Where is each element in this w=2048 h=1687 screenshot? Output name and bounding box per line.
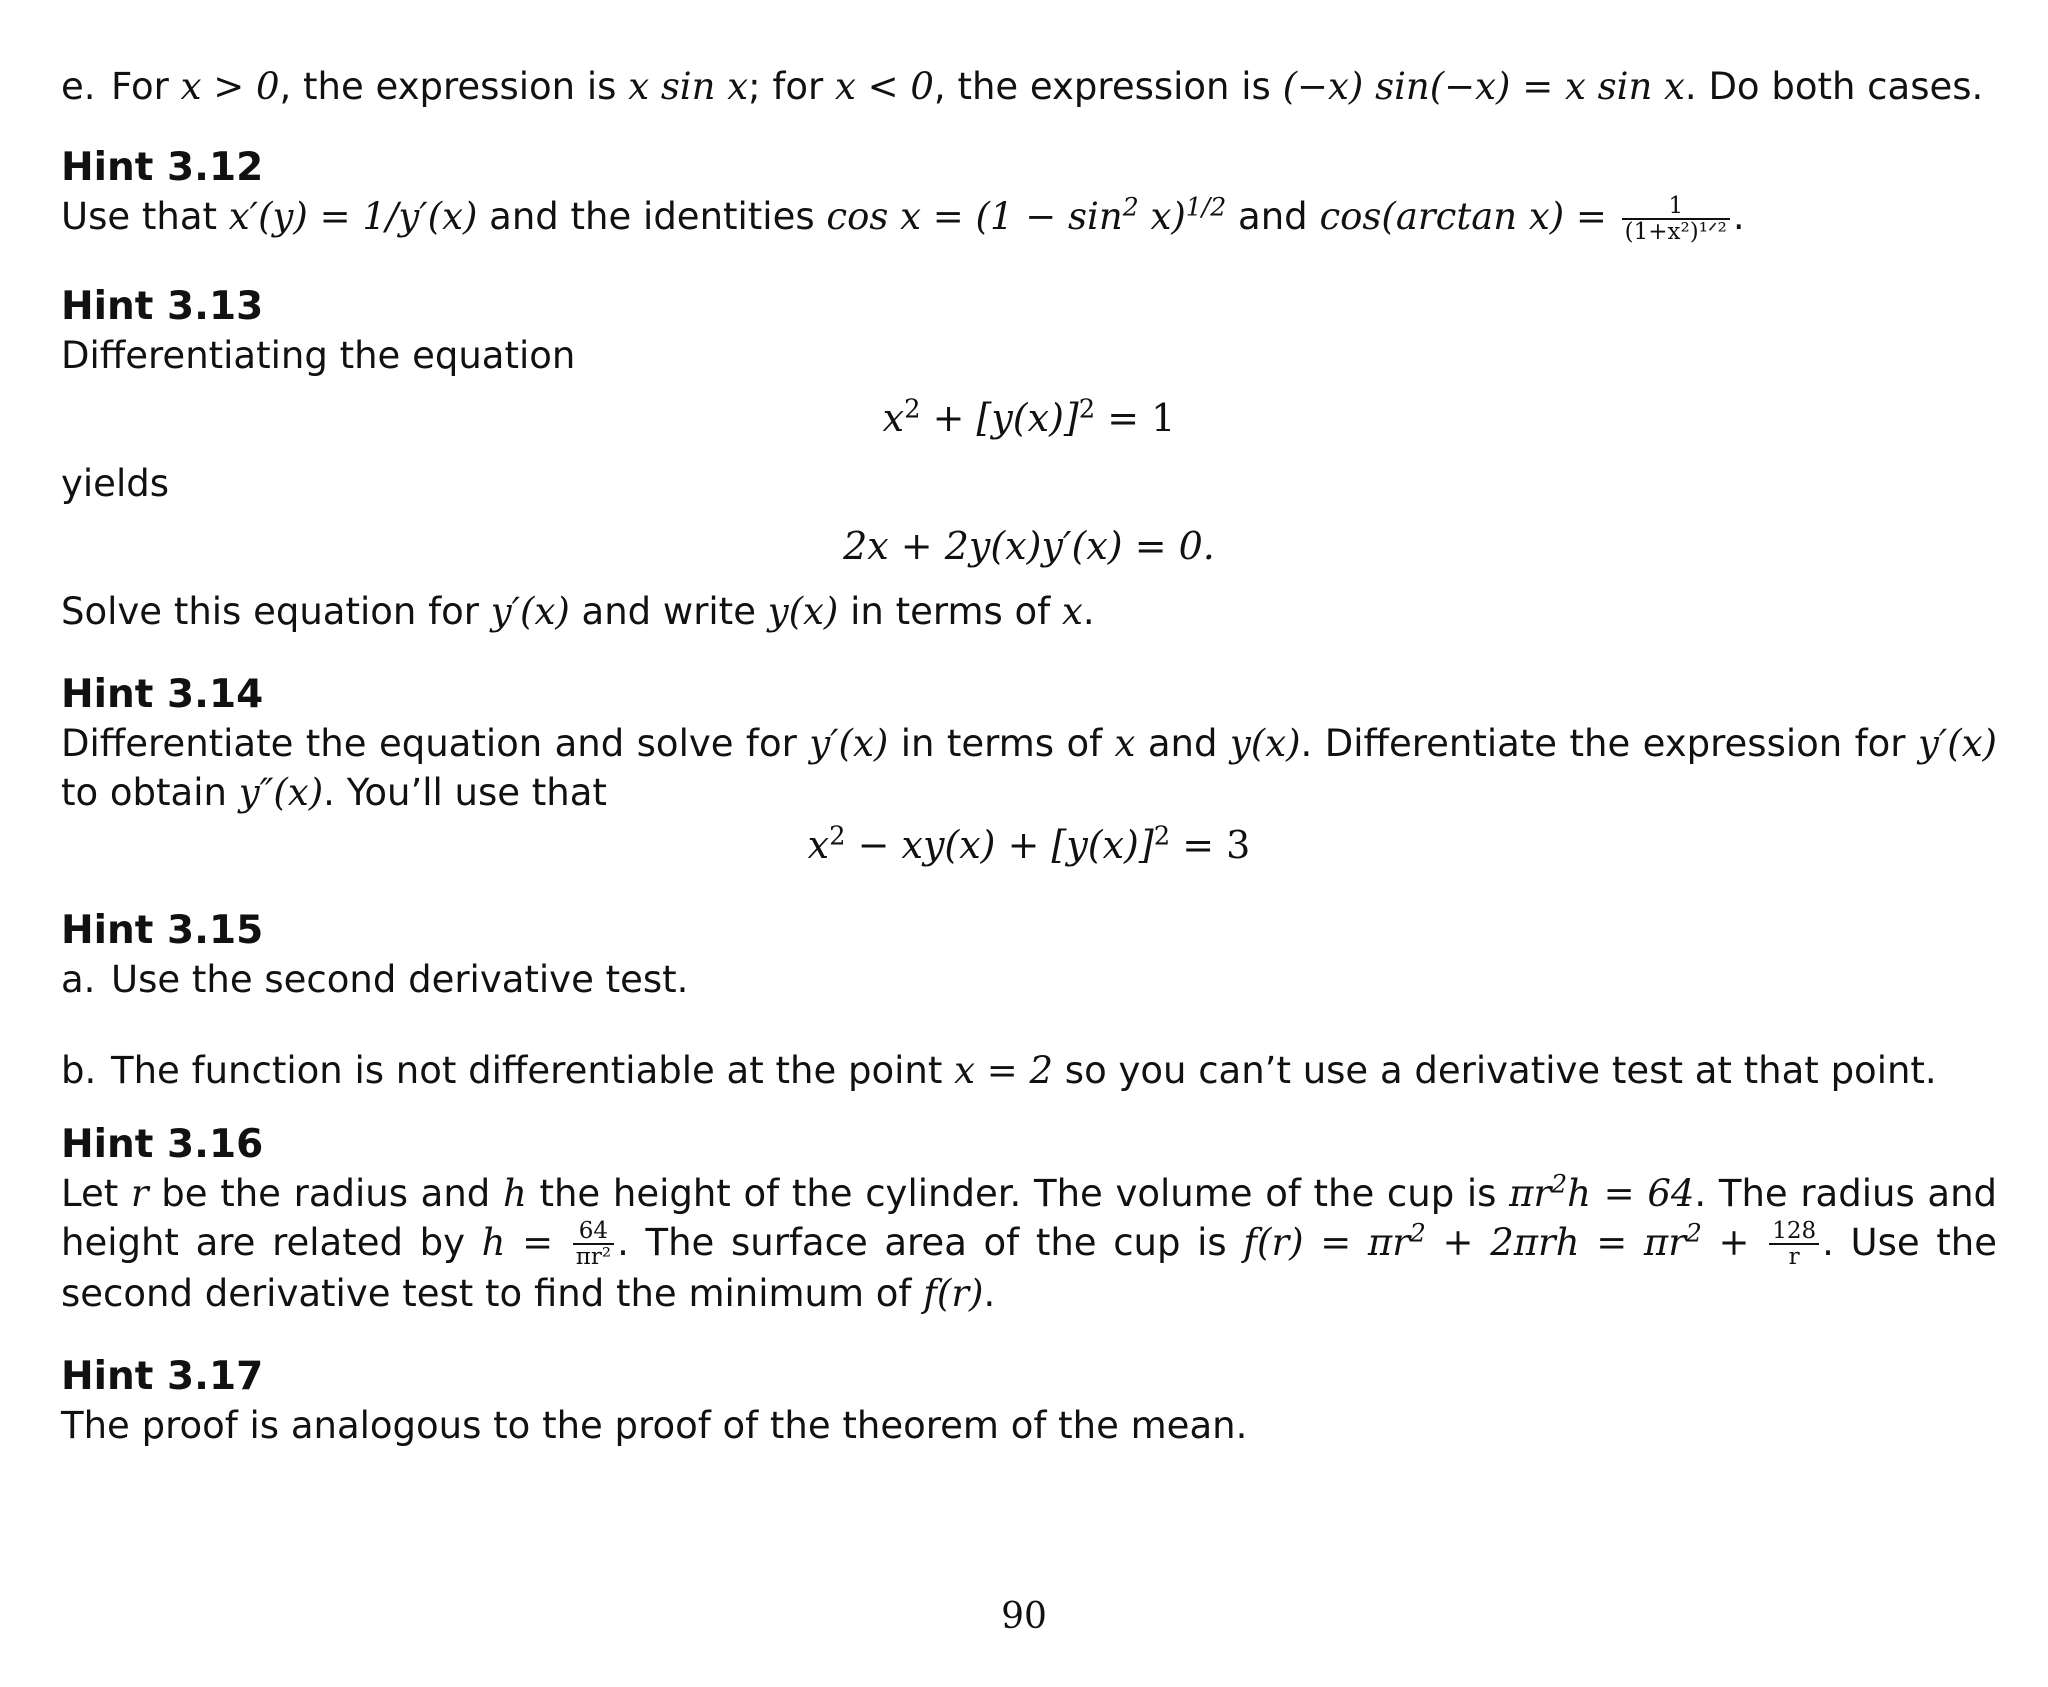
text: and (1135, 721, 1230, 765)
item-label: a. (61, 957, 96, 1001)
text: in terms of (838, 589, 1062, 633)
text: . The radius and height are related by (61, 1171, 1998, 1264)
math: x > 0 (180, 65, 280, 108)
math: x (807, 822, 830, 867)
text: The function is not differentiable at the point (111, 1048, 955, 1092)
math: (−x) sin(−x) = x sin x (1282, 65, 1685, 108)
math: + (1701, 1220, 1767, 1264)
math: + [y(x)] (920, 395, 1079, 440)
math-sup: 2 (1409, 1218, 1426, 1248)
fraction (1622, 194, 1730, 244)
math: r (130, 1171, 149, 1215)
math: x < 0 (834, 65, 934, 108)
text: , the expression is (279, 65, 629, 108)
list-item-a (61, 955, 1997, 1004)
text: , the expression is (933, 65, 1283, 108)
text: . Do both cases. (1684, 65, 1984, 108)
display-equation (61, 522, 1997, 571)
math: y′(x) (490, 589, 570, 633)
text: Solve this equation for (61, 589, 491, 633)
text: Use that (61, 195, 229, 238)
fraction-denominator: (1+x²)¹ᐟ² (1624, 218, 1727, 245)
hint-title: Hint 3.17 (61, 1354, 264, 1399)
yields-text: yields (61, 461, 169, 505)
hint-body (61, 719, 1997, 817)
math: cos(arctan x) = (1319, 195, 1619, 238)
text: be the radius and (148, 1171, 503, 1215)
text: . Differentiate the expression for (1300, 721, 1918, 765)
fraction-denominator: πr² (575, 1244, 612, 1270)
hint-title: Hint 3.15 (61, 907, 264, 953)
text: . (1082, 589, 1095, 633)
math: y″(x) (238, 770, 324, 814)
math: y′(x) (1917, 721, 1997, 765)
hint-title: Hint 3.14 (61, 671, 264, 717)
hint-body (61, 587, 1997, 636)
list-item-e (61, 62, 1997, 111)
fraction-numerator: 128 (1769, 1219, 1819, 1245)
hint-3-14 (61, 670, 1997, 870)
text: . (1732, 195, 1745, 238)
text: ; for (748, 65, 835, 108)
math: x (1061, 589, 1083, 633)
math-sup: 1/2 (1185, 192, 1227, 222)
fraction-numerator: 64 (573, 1219, 614, 1245)
math: 2x + 2y(x)y′(x) = 0. (843, 523, 1215, 568)
math: = 1 (1095, 395, 1176, 440)
text: Use the second derivative test. (111, 957, 689, 1001)
display-equation (61, 821, 1997, 870)
text: Let (61, 1171, 131, 1215)
hint-body (61, 192, 1997, 244)
text: . Use the second derivative test to find the minimum of (61, 1220, 1998, 1315)
hint-3-12 (61, 143, 1997, 244)
math-sup: 2 (1685, 1218, 1702, 1248)
item-label: b. (61, 1048, 97, 1092)
fraction-numerator: 1 (1622, 194, 1730, 220)
hint-3-15 (61, 906, 1997, 1095)
text: in terms of (888, 721, 1115, 765)
list-item-b (61, 1046, 1997, 1095)
hint-3-16 (61, 1120, 1997, 1319)
text: and (1226, 195, 1320, 238)
math: πr (1509, 1171, 1552, 1215)
math: x (882, 395, 905, 440)
math: cos x = (1 − sin (826, 195, 1123, 238)
math: y(x) (1229, 721, 1301, 765)
math: h (502, 1171, 527, 1215)
fraction (1769, 1219, 1819, 1269)
page-number: 90 (1001, 1596, 1047, 1637)
math: x) (1138, 195, 1186, 238)
display-equation (61, 394, 1997, 443)
item-label: e. (61, 65, 96, 108)
hint-body (61, 1169, 1997, 1319)
math: − xy(x) + [y(x)] (845, 822, 1154, 867)
text: to obtain (61, 770, 239, 814)
math: y′(x) (809, 721, 889, 765)
math: x = 2 (954, 1048, 1054, 1092)
hint-intro: Differentiating the equation (61, 333, 576, 377)
math: x sin x (628, 65, 749, 108)
document-page (61, 62, 1997, 1450)
hint-3-13 (61, 282, 1997, 636)
math: y(x) (767, 589, 839, 633)
math: + 2πrh = πr (1425, 1220, 1686, 1264)
text: and write (569, 589, 768, 633)
math: = 3 (1170, 822, 1251, 867)
math-sup: 2 (904, 393, 921, 424)
math-sup: 2 (1153, 820, 1171, 851)
math-sup: 2 (1551, 1169, 1568, 1199)
math: f(r) (923, 1272, 984, 1315)
math: x (1114, 721, 1136, 765)
text: . (983, 1272, 996, 1315)
math: h = (481, 1220, 570, 1264)
math: x′(y) = 1/y′(x) (228, 195, 478, 238)
math-sup: 2 (1078, 393, 1096, 424)
math: h = 64 (1567, 1171, 1695, 1215)
fraction (573, 1219, 614, 1269)
hint-title: Hint 3.12 (61, 145, 264, 190)
hint-title: Hint 3.13 (61, 283, 264, 329)
math-sup: 2 (829, 820, 846, 851)
math-sup: 2 (1122, 192, 1139, 222)
text: so you can’t use a derivative test at that point. (1053, 1048, 1937, 1092)
text: and the identities (477, 195, 827, 238)
hint-3-17 (61, 1352, 1997, 1450)
text: the height of the cylinder. The volume of the cup is (526, 1171, 1510, 1215)
hint-title: Hint 3.16 (61, 1121, 264, 1167)
hint-body: The proof is analogous to the proof of the theorem of the mean. (61, 1404, 1248, 1447)
text: Differentiate the equation and solve for (61, 721, 810, 765)
text: . The surface area of the cup is (617, 1220, 1244, 1264)
math: f(r) = πr (1243, 1220, 1410, 1264)
text: . You’ll use that (323, 770, 607, 814)
text: For (111, 65, 181, 108)
fraction-denominator: r (1788, 1244, 1800, 1270)
